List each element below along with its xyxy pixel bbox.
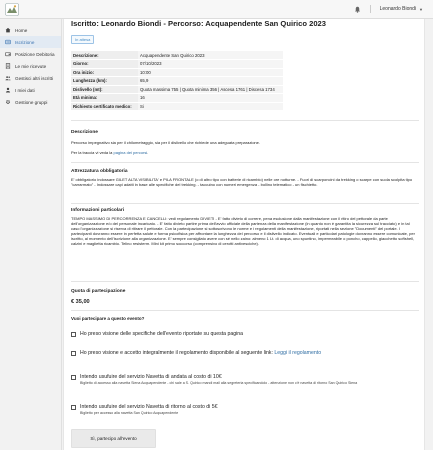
checkbox-label[interactable] <box>80 404 410 416</box>
description-text: Percorso impegnativo sia per il chilometraggio, sia per il dislivello che richiede una adeguata preparazione. <box>71 140 260 145</box>
return-shuttle-checkbox[interactable] <box>71 405 76 410</box>
particulars-title: Informazioni particolari <box>71 208 125 213</box>
equipment-title: Attrezzatura obbligatoria <box>71 169 128 174</box>
sidebar-item-label: Home <box>15 27 28 33</box>
fee-amount: € 35,00 <box>71 299 90 305</box>
header-divider <box>370 5 371 13</box>
user-menu[interactable] <box>354 5 423 13</box>
sidebar-item-label: Le mie ricevute <box>15 63 47 69</box>
table-row <box>71 68 283 77</box>
detail-key: Dislivello (mt): <box>71 85 138 94</box>
outbound-shuttle-checkbox[interactable] <box>71 375 76 380</box>
sidebar-item-label: Posizione Debitoria <box>15 51 55 57</box>
regulation-link[interactable]: Leggi il regolamento <box>274 350 322 356</box>
sidebar-item-iscrizione[interactable] <box>0 36 61 48</box>
fee-title: Quota di partecipazione <box>71 289 126 294</box>
detail-value: Quota massima 755 | Quota minima 356 | Ascesa 1761 | Discesa 1734 <box>138 85 283 94</box>
checkbox-row[interactable] <box>71 331 410 338</box>
description-title: Descrizione <box>71 130 98 135</box>
detail-value: Si <box>138 102 283 111</box>
sidebar-item-home[interactable] <box>0 24 61 36</box>
status-badge: In attesa <box>71 35 94 44</box>
table-row <box>71 94 283 103</box>
users-icon <box>5 75 11 81</box>
sidebar-item-label: I miei dati <box>15 87 35 93</box>
top-bar <box>0 0 433 19</box>
checkbox-label-text: Intendo usufuire del servizio Navetta di andata al costo di 10€ <box>80 374 222 380</box>
submit-button[interactable]: Sì, partecipo all'evento <box>71 429 156 448</box>
divider <box>71 203 419 204</box>
checkbox-label-text: Intendo usufuire del servizio Navetta di ritorno al costo di 5€ <box>80 404 218 410</box>
main-content <box>63 19 425 450</box>
user-icon <box>5 87 11 93</box>
divider <box>71 120 419 121</box>
equipment-text: E' obbligatorio indossare GILET ALTA VISIBILITA' e PILA FRONTALE (o di altro tipo con batterie di ricambio) nelle ore notturne. - Fuori di scarponcini da trekking o scarpe con suola scolpita tipo "carrarmato" - Indossare capi adatti in base alle specifiche del trekking. - taccuino con numeri emergenza - bollino telematico - un fischietto. <box>71 177 413 188</box>
divider <box>71 162 419 163</box>
checkbox-label-text: Ho preso visione e accetto integralmente il regolamento disponibile al seguente link: <box>80 350 275 356</box>
detail-value: 16 <box>138 94 283 103</box>
site-logo[interactable] <box>5 3 19 16</box>
table-row <box>71 60 283 69</box>
table-row <box>71 102 283 111</box>
specifics-checkbox[interactable] <box>71 332 76 337</box>
detail-value: 07/10/2023 <box>138 60 283 69</box>
sidebar-item-gestione-gruppi[interactable] <box>0 96 61 108</box>
detail-key: Descrizione: <box>71 51 138 60</box>
table-row <box>71 77 283 86</box>
sidebar-item-label: Gestione gruppi <box>15 99 48 105</box>
id-card-icon <box>5 39 11 45</box>
map-link[interactable]: pagina dei percorsi <box>113 150 148 155</box>
detail-value: 65,9 <box>138 77 283 86</box>
checkbox-label[interactable] <box>80 350 410 357</box>
sidebar-item-ricevute[interactable] <box>0 60 61 72</box>
checkbox-label[interactable]: Ho preso visione delle specifiche dell'evento riportate su questa pagina <box>80 331 244 337</box>
divider <box>71 281 419 282</box>
sidebar-item-posizione-debitoria[interactable] <box>0 48 61 60</box>
particulars-text: TEMPO MASSIMO DI PERCORRENZA E CANCELLI: vedi regolamento DIVIETI - E' fatto divieto di correre, pena esclusione dalla manifestazione con il ritiro del pettorale da parte dell'organizzazione e/o del personale incaricato. - E' fatto divieto partire prima dell'avvio ufficiale della partenza della manifestazione (in quanto non è garantita la sicurezza sul tracciato) e in tal caso l'organizzazione si riserva di ritirare il pettorale. Con la partecipazione si sottoscrivono le norme e i regolamenti della manifestazione, riportati nella sezione "Documenti" del portale. I partecipanti dovranno essere in perfetta salute e forma psicofisica per affrontare la lunghezza del percorso e il dislivello indicato. Eventuali e particolari patologie dovranno essere comunicate, per iscritto, al momento dell'iscrizione alla organizzazione. E' sempre consigliato avere con sé nello zaino: almeno 1 Lt. di acqua, uno spuntino, impermeabile o poncho, cappello, giacchetto softshell, calzini e maglietta ricambio. Telino resisterm. Mini kit primo soccorso (comprensivo di cerotti antivesciche). <box>71 216 415 247</box>
map-link-prefix: Per la traccia vi veda la <box>71 150 114 155</box>
checkbox-label[interactable] <box>80 374 410 386</box>
participation-question: Vuoi partecipare a questo evento? <box>71 316 145 321</box>
checkbox-help-text: Biglietto per accesso alla navetta San Quirico Acquapendente <box>80 411 179 415</box>
checkbox-row[interactable] <box>71 374 410 386</box>
wallet-icon <box>5 51 11 57</box>
bell-icon[interactable] <box>354 6 361 13</box>
regulation-checkbox[interactable] <box>71 351 76 356</box>
sidebar-item-altri-iscritti[interactable] <box>0 72 61 84</box>
sidebar-item-label: Gestisci altri iscritti <box>15 75 54 81</box>
sidebar-item-miei-dati[interactable] <box>0 84 61 96</box>
detail-key: Età minima: <box>71 94 138 103</box>
receipt-icon <box>5 63 11 69</box>
detail-value: Acquapendente San Quirico 2023 <box>138 51 283 60</box>
sidebar-item-label: Iscrizione <box>15 39 35 45</box>
home-icon <box>5 27 11 33</box>
divider <box>71 310 419 311</box>
checkbox-row[interactable] <box>71 404 410 416</box>
checkbox-help-text: Biglietto di accesso alla navetta Siena Acquapendente - chi sale a S. Quirico mandi mail alla segreteria specificandolo - attenzione non c'è navetta di ritorno San Quirico Siena <box>80 381 358 385</box>
gear-icon <box>5 99 11 105</box>
page-title: Iscritto: Leonardo Biondi - Percorso: Acquapendente San Quirico 2023 <box>71 19 326 28</box>
detail-key: Lunghezza (km): <box>71 77 138 86</box>
table-row <box>71 85 283 94</box>
user-name[interactable]: Leonardo Biondi <box>379 6 417 12</box>
detail-value: 10:00 <box>138 68 283 77</box>
detail-key: Giorno: <box>71 60 138 69</box>
chevron-down-icon[interactable]: ▼ <box>419 6 423 12</box>
map-link-suffix: . <box>147 150 149 155</box>
detail-key: Richiesto certificato medico: <box>71 102 138 111</box>
sidebar <box>0 19 62 450</box>
checkbox-row[interactable] <box>71 350 410 357</box>
map-link-line <box>71 150 419 155</box>
detail-key: Ora inizio: <box>71 68 138 77</box>
table-row <box>71 51 283 60</box>
event-details-table <box>71 51 283 111</box>
